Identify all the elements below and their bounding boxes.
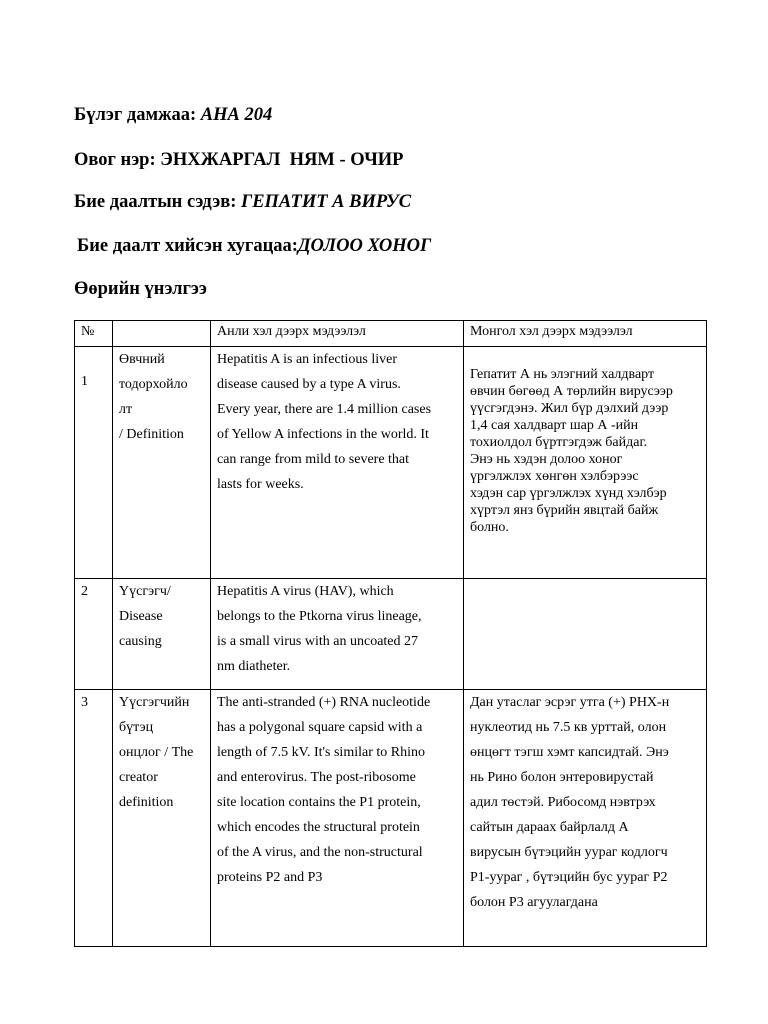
table-row	[75, 347, 707, 579]
class-value: АНА 204	[200, 105, 273, 125]
duration-value: ДОЛОО ХОНОГ	[297, 236, 432, 256]
row-english: Hepatitis A virus (HAV), which belongs to the Ptkorna virus lineage, is a small virus with an uncoated 27 nm diatheter.	[211, 579, 464, 690]
duration-label: Бие даалт хийсэн хугацаа:	[77, 236, 298, 256]
topic-line	[74, 191, 411, 213]
row-english: Hepatitis A is an infectious liver disease caused by a type A virus. Every year, there are 1.4 million cases of Yellow A infections in the world. It can range from mild to severe that lasts for weeks.	[211, 347, 464, 579]
topic-value: ГЕПАТИТ А ВИРУС	[241, 192, 412, 212]
row-term: Үүсгэгч/ Disease causing	[113, 579, 211, 690]
table-row	[75, 690, 707, 947]
row-english: The anti-stranded (+) RNA nucleotide has a polygonal square capsid with a length of 7.5 kV. It's similar to Rhino and enterovirus. The post-ribosome site location contains the P1 protein, which encodes the structural protein of the A virus, and the non-structural proteins P2 and P3	[211, 690, 464, 947]
name-value: ЭНХЖАРГАЛ НЯМ - ОЧИР	[160, 150, 404, 170]
name-line	[74, 149, 404, 171]
header-term	[113, 321, 211, 347]
class-line	[74, 104, 272, 126]
row-number: 2	[75, 579, 113, 690]
duration-line	[77, 235, 431, 257]
header-mongolian: Монгол хэл дээрх мэдээлэл	[464, 321, 707, 347]
table-header-row	[75, 321, 707, 347]
row-number: 1	[81, 374, 88, 389]
row-mongolian: Дан утаслаг эсрэг утга (+) РНХ-н нуклеотид нь 7.5 кв урттай, олон өнцөгт тэгш хэмт капсидтай. Энэ нь Рино болон энтеровирустай адил төстэй. Рибосомд нэвтрэх сайтын дараах байрлалд А вирусын бүтэцийн уураг кодлогч Р1-уураг , бүтэцийн бус уураг Р2 болон Р3 агуулагдана	[464, 690, 707, 947]
row-term: Өвчний тодорхойло лт / Definition	[113, 347, 211, 579]
row-number: 3	[75, 690, 113, 947]
row-mongolian	[464, 579, 707, 690]
class-label: Бүлэг дамжаа:	[74, 105, 197, 125]
self-evaluation-heading: Өөрийн үнэлгээ	[74, 279, 207, 299]
topic-label: Бие даалтын сэдэв:	[74, 192, 237, 212]
row-term: Үүсгэгчийн бүтэц онцлог / The creator definition	[113, 690, 211, 947]
info-table	[74, 320, 707, 947]
name-label: Овог нэр:	[74, 150, 156, 170]
header-number: №	[75, 321, 113, 347]
table-row	[75, 579, 707, 690]
header-english: Анли хэл дээрх мэдээлэл	[211, 321, 464, 347]
row-mongolian: Гепатит А нь элэгний халдварт өвчин бөгөөд А төрлийн вирусээр үүсгэгдэнэ. Жил бүр дэлхий дээр 1,4 сая халдварт шар А -ийн тохиолдол бүртгэгдэж байдаг. Энэ нь хэдэн долоо хоног үргэлжлэх хөнгөн хэлбэрээс хэдэн сар үргэлжлэх хүнд хэлбэр хүртэл янз бүрийн явцтай байж болно.	[464, 347, 707, 579]
